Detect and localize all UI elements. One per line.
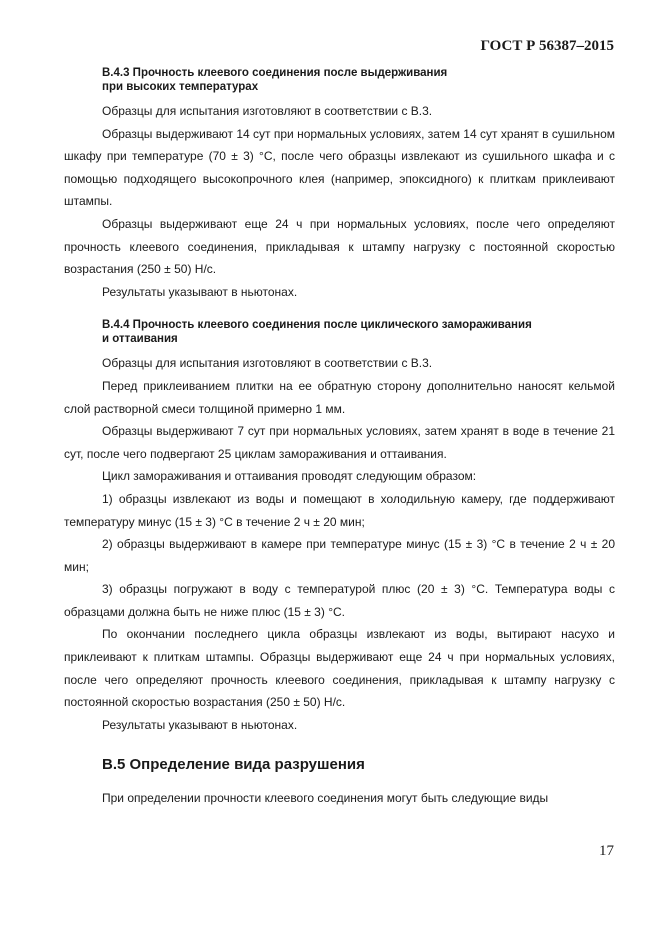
heading-line: В.4.4 Прочность клеевого соединения после циклического замораживания xyxy=(102,319,532,332)
list-item: 3) образцы погружают в воду с температурой плюс (20 ± 3) °С. Температура воды с образцами должна быть не ниже плюс (15 ± 3) °С. xyxy=(64,582,615,619)
document-designation: ГОСТ Р 56387–2015 xyxy=(480,38,614,54)
section-heading-b44 xyxy=(64,318,615,346)
paragraph: Образцы выдерживают 7 сут при нормальных условиях, затем хранят в воде в течение 21 сут, после чего подвергают 25 циклам замораживания и оттаивания. xyxy=(64,424,615,461)
section-heading-b5: В.5 Определение вида разрушения xyxy=(102,756,365,774)
paragraph: Образцы для испытания изготовляют в соответствии с В.3. xyxy=(102,104,433,118)
section-heading-b43 xyxy=(64,66,615,94)
heading-line: при высоких температурах xyxy=(102,81,259,93)
list-item: 1) образцы извлекают из воды и помещают в холодильную камеру, где поддерживают температуру минус (15 ± 3) °С в течение 2 ч ± 20 мин; xyxy=(64,491,615,529)
paragraph: Результаты указывают в ньютонах. xyxy=(102,284,298,299)
paragraph: Перед приклеиванием плитки на ее обратную сторону дополнительно наносят кельмой слой растворной смеси толщиной примерно 1 мм. xyxy=(64,378,615,416)
paragraph: Цикл замораживания и оттаивания проводят следующим образом: xyxy=(102,469,477,484)
heading-line: В.4.3 Прочность клеевого соединения после выдерживания xyxy=(102,67,448,79)
page-content xyxy=(64,66,615,810)
heading-line: и оттаивания xyxy=(102,333,178,346)
paragraph: При определении прочности клеевого соединения могут быть следующие виды xyxy=(102,791,549,806)
paragraph: Результаты указывают в ньютонах. xyxy=(102,717,298,732)
page-number: 17 xyxy=(599,843,614,859)
paragraph: Образцы для испытания изготовляют в соответствии с В.3. xyxy=(102,356,433,371)
paragraph: Образцы выдерживают 14 сут при нормальных условиях, затем 14 сут хранят в сушильном шкафу при температуре (70 ± 3) °С, после чего образцы извлекают из сушильного шкафа и с помощью подходящего высокопрочного клея (например, эпоксидного) к плиткам приклеивают штампы. xyxy=(64,126,615,209)
paragraph: По окончании последнего цикла образцы извлекают из воды, вытирают насухо и приклеивают к плиткам штампы. Образцы выдерживают еще 24 ч при нормальных условиях, после чего определяют прочность клеевого соединения, прикладывая к штампу нагрузку с постоянной скоростью возрастания (250 ± 50) Н/с. xyxy=(64,627,615,710)
list-item: 2) образцы выдерживают в камере при температуре минус (15 ± 3) °С в течение 2 ч ± 20 мин; xyxy=(64,537,615,574)
paragraph: Образцы выдерживают еще 24 ч при нормальных условиях, после чего определяют прочность клеевого соединения, прикладывая к штампу нагрузку с постоянной скоростью возрастания (250 ± 50) Н/с. xyxy=(64,216,615,277)
